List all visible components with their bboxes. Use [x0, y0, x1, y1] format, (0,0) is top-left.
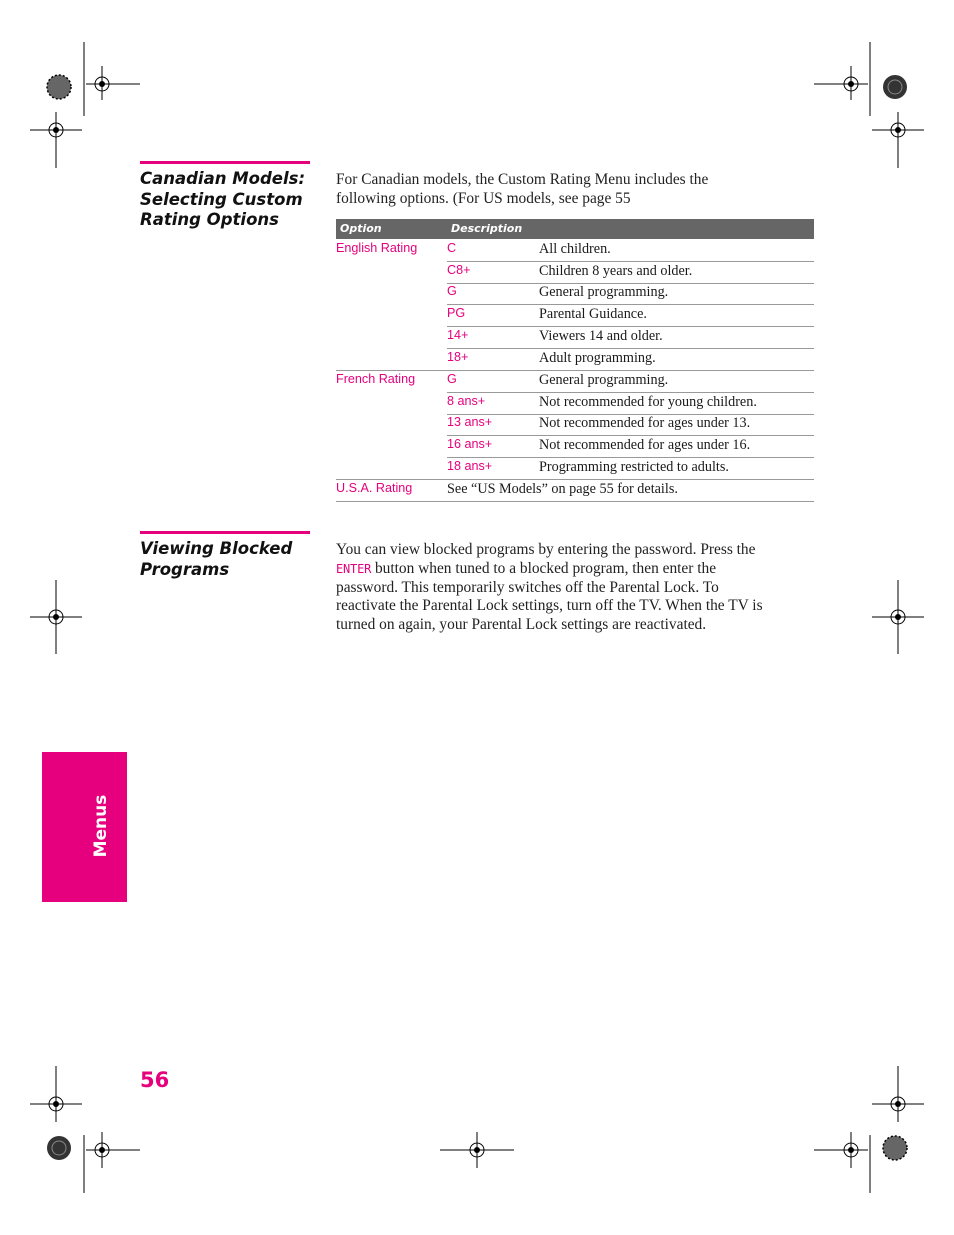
option-label: U.S.A. Rating: [336, 481, 413, 495]
rating-description: Children 8 years and older.: [539, 263, 693, 279]
heading-line: Rating Options: [140, 210, 279, 229]
body-line: [336, 560, 814, 579]
page-number: 56: [140, 1068, 170, 1092]
rating-code: 18 ans+: [447, 459, 493, 473]
body-line: turned on again, your Parental Lock settings are reactivated.: [336, 616, 707, 634]
rating-code: C: [447, 241, 457, 255]
viewing-body: [336, 541, 814, 635]
side-tab-label: Menus: [91, 794, 111, 858]
option-label: English Rating: [336, 241, 418, 255]
rating-description: Not recommended for young children.: [539, 394, 757, 410]
table-row: [336, 412, 814, 434]
table-row: [336, 391, 814, 413]
table-row: [336, 434, 814, 456]
heading-line: Viewing Blocked: [140, 539, 293, 558]
section-rule: [140, 531, 310, 534]
table-row: [336, 369, 814, 391]
body-line: You can view blocked programs by entering the password. Press the: [336, 541, 756, 558]
table-row: [336, 260, 814, 282]
heading-line: Programs: [140, 559, 230, 579]
canadian-intro: [336, 171, 814, 209]
rating-description: See “US Models” on page 55 for details.: [447, 481, 678, 497]
heading-line: Selecting Custom: [140, 189, 303, 209]
intro-line: following options. (For US models, see page 55: [336, 189, 631, 207]
rating-code: 13 ans+: [447, 415, 493, 429]
table-row: [336, 281, 814, 303]
table-row: [336, 456, 814, 478]
intro-line: For Canadian models, the Custom Rating Menu includes the: [336, 171, 709, 188]
body-line: reactivate the Parental Lock settings, turn off the TV. When the TV is: [336, 597, 763, 615]
rating-description: All children.: [539, 241, 611, 257]
rating-description: General programming.: [539, 284, 669, 300]
rating-code: G: [447, 372, 457, 386]
header-description: Description: [451, 222, 523, 235]
table-row: [336, 303, 814, 325]
rating-code: PG: [447, 306, 466, 320]
rating-description: Not recommended for ages under 16.: [539, 437, 751, 453]
rating-table-header: [336, 219, 814, 239]
option-label: French Rating: [336, 372, 416, 386]
enter-key-label: ENTER: [336, 561, 372, 576]
table-row: [336, 347, 814, 369]
rating-description: Parental Guidance.: [539, 306, 647, 322]
header-option: Option: [340, 222, 382, 235]
rating-description: Viewers 14 and older.: [539, 328, 663, 344]
section-heading-viewing: [140, 539, 315, 580]
rating-code: G: [447, 284, 457, 298]
table-row: [336, 478, 814, 500]
rating-code: C8+: [447, 263, 471, 277]
rating-code: 16 ans+: [447, 437, 493, 451]
body-line-text: button when tuned to a blocked program, then enter the: [371, 559, 717, 577]
rating-code: 18+: [447, 350, 469, 364]
section-heading-canadian: [140, 169, 315, 231]
section-rule: [140, 161, 310, 164]
table-row: [336, 238, 814, 260]
rating-description: General programming.: [539, 372, 669, 388]
rating-description: Adult programming.: [539, 350, 656, 366]
table-row: [336, 325, 814, 347]
heading-line: Canadian Models:: [140, 169, 306, 188]
body-line: password. This temporarily switches off the Parental Lock. To: [336, 578, 719, 596]
rating-code: 14+: [447, 328, 469, 342]
rating-description: Programming restricted to adults.: [539, 459, 729, 475]
side-tab-menus: [42, 752, 127, 902]
table-bottom-rule: [336, 501, 814, 502]
rating-code: 8 ans+: [447, 394, 486, 408]
rating-description: Not recommended for ages under 13.: [539, 415, 751, 431]
